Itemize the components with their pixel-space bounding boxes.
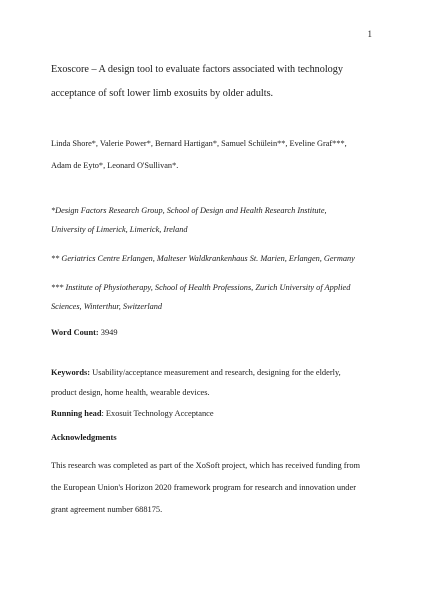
affiliations bbox=[51, 201, 355, 326]
affiliation-line: ** Geriatrics Centre Erlangen, Malteser Waldkrankenhaus St. Marien, Erlangen, Germany bbox=[51, 254, 355, 263]
affiliation-line: *** Institute of Physiotherapy, School of Health Professions, Zurich University of Applied bbox=[51, 283, 351, 292]
keywords-line-1 bbox=[51, 363, 341, 383]
author-line: Linda Shore*, Valerie Power*, Bernard Hartigan*, Samuel Schülein**, Eveline Graf***, bbox=[51, 139, 347, 148]
word-count bbox=[51, 328, 118, 337]
affiliation-line: Sciences, Winterthur, Switzerland bbox=[51, 302, 163, 311]
title-line: Exoscore – A design tool to evaluate factors associated with technology bbox=[51, 64, 343, 75]
keywords-text: product design, home health, wearable devices. bbox=[51, 388, 210, 397]
affiliation-1 bbox=[51, 201, 355, 239]
title-line: acceptance of soft lower limb exosuits by older adults. bbox=[51, 88, 274, 99]
page-number: 1 bbox=[367, 29, 372, 39]
word-count-value: 3949 bbox=[100, 328, 118, 337]
keywords bbox=[51, 363, 341, 403]
running-head-label: Running head bbox=[51, 409, 102, 418]
paragraph-line: the European Union's Horizon 2020 framework program for research and innovation under bbox=[51, 483, 357, 492]
word-count-label: Word Count: bbox=[51, 328, 99, 337]
affiliation-3 bbox=[51, 278, 355, 316]
running-head-value: : Exosuit Technology Acceptance bbox=[101, 409, 214, 418]
author-list bbox=[51, 133, 347, 177]
affiliation-line: University of Limerick, Limerick, Ireland bbox=[51, 225, 188, 234]
running-head bbox=[51, 409, 214, 418]
affiliation-line: *Design Factors Research Group, School of Design and Health Research Institute, bbox=[51, 206, 327, 215]
affiliation-2 bbox=[51, 249, 355, 268]
keywords-text: Usability/acceptance measurement and research, designing for the elderly, bbox=[92, 368, 341, 377]
keywords-label: Keywords: bbox=[51, 368, 91, 377]
paragraph-line: grant agreement number 688175. bbox=[51, 505, 163, 514]
acknowledgments-text bbox=[51, 455, 360, 521]
author-line: Adam de Eyto*, Leonard O'Sullivan*. bbox=[51, 161, 179, 170]
paragraph-line: This research was completed as part of the XoSoft project, which has received funding from bbox=[51, 461, 361, 470]
paper-title bbox=[51, 58, 381, 106]
acknowledgments-heading: Acknowledgments bbox=[51, 433, 117, 442]
